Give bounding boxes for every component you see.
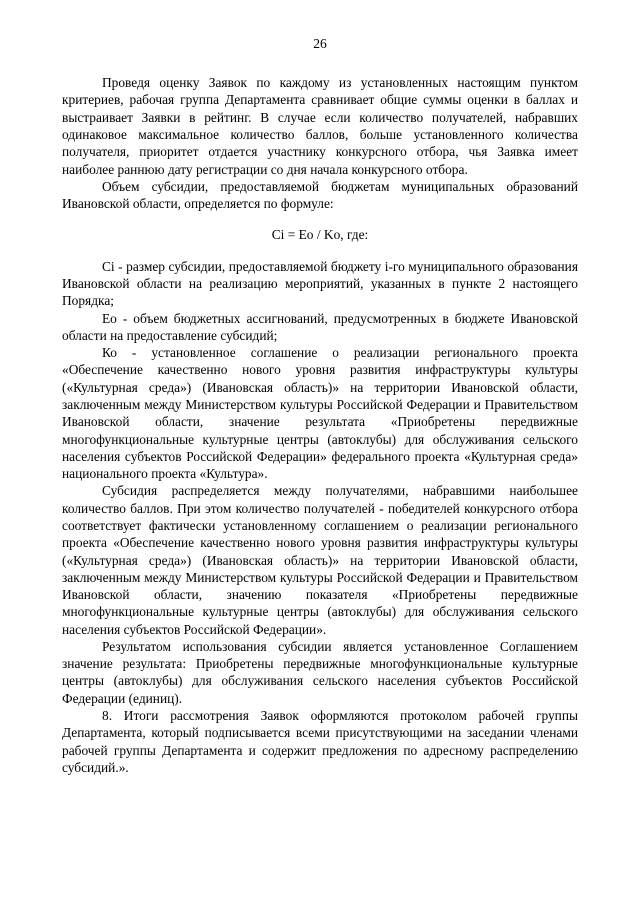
paragraph-ci-definition: Ci - размер субсидии, предоставляемой бюджету i-го муниципального образования Ивановской области на реализацию мероприятий, указанных в пункте 2 настоящего Порядка;: [62, 258, 578, 309]
paragraph-item-8-protocol: 8. Итоги рассмотрения Заявок оформляются протоколом рабочей группы Департамента, который подписывается всеми присутствующими на заседании членами рабочей группы Департамента и содержит предложения по адресному распределению субсидий.».: [62, 708, 578, 775]
page-number: 26: [313, 36, 327, 51]
paragraph-ko-definition: Ко - установленное соглашение о реализации регионального проекта «Обеспечение качественно нового уровня развития инфраструктуры культуры («Культурная среда») (Ивановская область)» на территории Ивановской области, заключенным между Министерством культуры Российской Федерации и Правительством Ивановской области, значение результата «Приобретены передвижные многофункциональные культурные центры (автоклубы) для обслуживания сельского населения субъектов Российской Федерации» федерального проекта «Культурная среда» национального проекта «Культура».: [62, 345, 578, 482]
paragraph-subsidy-volume: Объем субсидии, предоставляемой бюджетам муниципальных образований Ивановской области, определяется по формуле:: [62, 178, 578, 212]
paragraph-subsidy-distribution: Субсидия распределяется между получателями, набравшими наибольшее количество баллов. При этом количество получателей - победителей конкурсного отбора соответствует фактически установленному соглашением о реализации регионального проекта «Обеспечение качественно нового уровня развития инфраструктуры культуры («Культурная среда») (Ивановская область)» на территории Ивановской области, заключенным между Министерством культуры Российской Федерации и Правительством Ивановской области, значению показателя «Приобретены передвижные многофункциональные культурные центры (автоклубы) для обслуживания сельского населения субъектов Российской Федерации».: [62, 483, 578, 637]
formula-line: Ci = Eo / Ko, где:: [271, 227, 369, 243]
document-body: [62, 74, 578, 776]
paragraph-eo-definition: Eo - объем бюджетных ассигнований, предусмотренных в бюджете Ивановской области на предоставление субсидий;: [62, 310, 578, 343]
paragraph-result-of-use: Результатом использования субсидии является установленное Соглашением значение результата: Приобретены передвижные многофункциональные культурные центры (автоклубы) для обслуживания сельского населения субъектов Российской Федерации (единиц).: [62, 638, 578, 706]
paragraph-evaluation-ranking: Проведя оценку Заявок по каждому из установленных настоящим пунктом критериев, рабочая группа Департамента сравнивает общие суммы оценки в баллах и выстраивает Заявки в рейтинг. В случае если количество получателей, набравших одинаковое максимальное количество баллов, больше установленного количества получателя, приоритет отдается участнику конкурсного отбора, чья Заявка имеет наиболее раннюю дату регистрации со дня начала конкурсного отбора.: [62, 75, 578, 177]
